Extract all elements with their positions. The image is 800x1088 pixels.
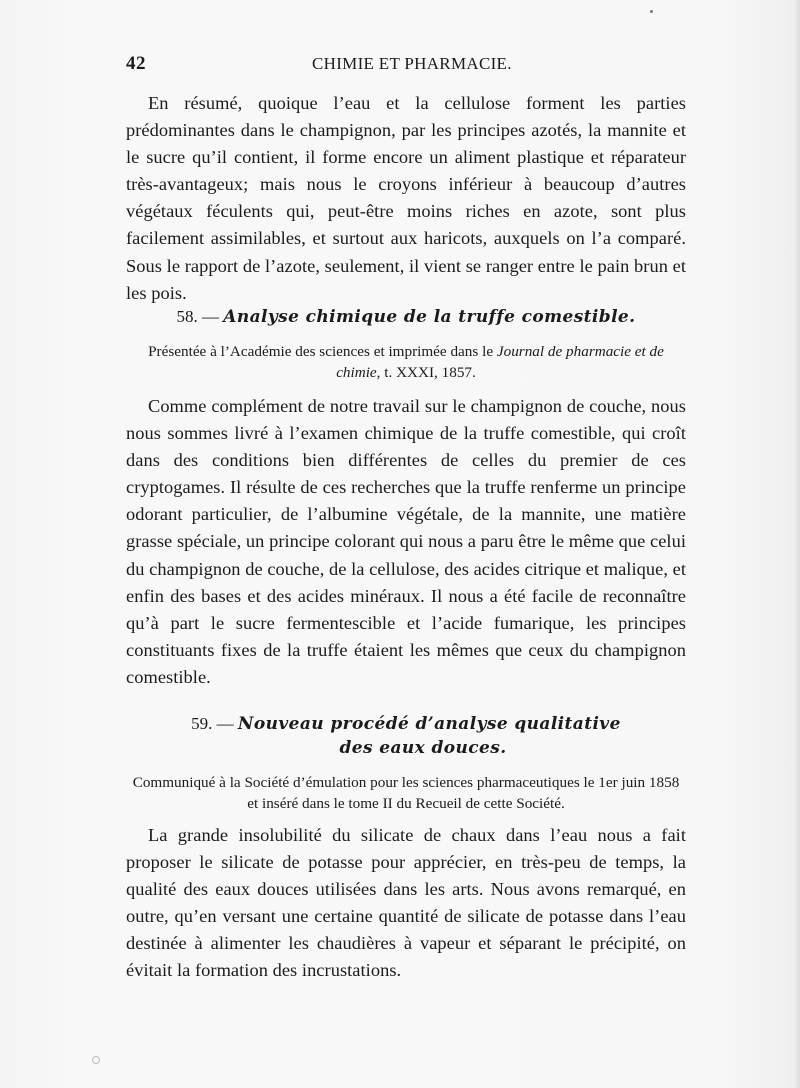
section-heading-58 xyxy=(126,307,686,327)
page-number: 42 xyxy=(126,53,146,74)
paragraph-truffle: Comme complément de notre travail sur le champignon de couche, nous nous sommes livré à l’examen chimique de la truffe comestible, qui croît dans des conditions bien différentes de celles du premier de ces cryptogames. Il résulte de ces recherches que la truffe renferme un principe odorant particulier, de l’albumine végétale, de la mannite, une matière grasse spéciale, un principe colorant qui nous a paru être le même que celui du champignon de couche, de la cellulose, des acides citrique et malique, et enfin des bases et des acides minéraux. Il nous a été facile de reconnaître qu’à part le sucre fermentescible et l’acide fumarique, les principes constituants fixes de la truffe étaient les mêmes que ceux du champignon comestible. xyxy=(126,396,686,687)
paper-speck xyxy=(650,10,653,13)
page-header xyxy=(126,53,686,77)
paper-mark xyxy=(92,1056,100,1064)
section-title-line-2: des eaux douces. xyxy=(339,738,507,758)
section-title: Analyse chimique de la truffe comestible. xyxy=(223,307,636,327)
journal-title: Journal de pharmacie et de chimie xyxy=(336,343,664,381)
publication-note-59: Communiqué à la Société d’émulation pour les sciences pharmaceutiques le 1er juin 1858 et inséré dans le tome II du Recueil de cette Société. xyxy=(132,774,680,812)
section-title-line-1: Nouveau procédé d’analyse qualitative xyxy=(237,714,621,734)
section-number: 58. — xyxy=(176,307,220,326)
note-text: Présentée à l’Académie des sciences et imprimée dans le xyxy=(148,343,497,360)
paragraph-summary: En résumé, quoique l’eau et la cellulose forment les parties prédominantes dans le champignon, par les principes azotés, la mannite et le sucre qu’il contient, il forme encore un aliment plastique et réparateur très-avantageux; mais nous le croyons inférieur à beaucoup d’autres végétaux féculents qui, peut-être moins riches en azote, sont plus facilement assimilables, et surtout aux haricots, auxquels on l’a comparé. Sous le rapport de l’azote, seulement, il vient se ranger entre le pain brun et les pois. xyxy=(126,93,686,303)
publication-note-58 xyxy=(126,341,686,383)
note-reference: , t. XXXI, 1857. xyxy=(376,364,476,381)
section-number: 59. — xyxy=(191,714,234,733)
running-title: CHIMIE ET PHARMACIE. xyxy=(312,54,512,73)
paragraph-silicate: La grande insolubilité du silicate de chaux dans l’eau nous a fait proposer le silicate de potasse pour apprécier, en très-peu de temps, la qualité des eaux douces utilisées dans les arts. Nous avons remarqué, en outre, qu’en versant une certaine quantité de silicate de potasse dans l’eau destinée à alimenter les chaudières à vapeur et séparant le précipité, on évitait la formation des incrustations. xyxy=(126,825,686,981)
section-heading-59 xyxy=(126,712,686,760)
